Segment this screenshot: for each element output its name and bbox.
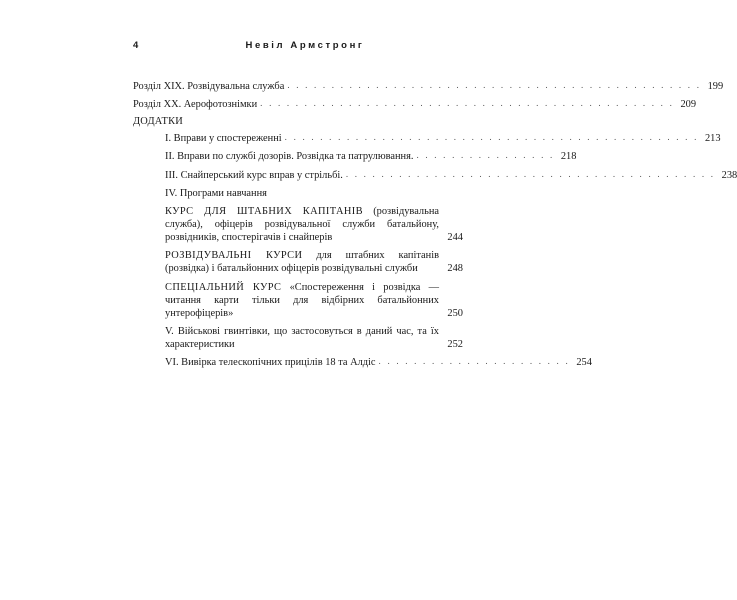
toc-chapter-19[interactable] — [133, 80, 724, 93]
toc-program-1[interactable] — [133, 205, 463, 244]
program-lead: КУРС ДЛЯ ШТАБНИХ КАПІТАНІВ — [165, 206, 363, 218]
toc-entry-page: 218 — [560, 151, 577, 163]
leader-dots: . . . . . . . . . . . . . . . . . . . . . . . . . . . . . . . . . . . . . . . . . . — [345, 168, 716, 179]
running-header — [133, 40, 463, 54]
toc-appendix-1[interactable] — [133, 132, 721, 145]
toc-program-3[interactable] — [133, 281, 463, 320]
toc-entry-title: III. Снайперський курс вправ у стрільбі. — [165, 169, 343, 181]
toc-appendix-6[interactable] — [133, 356, 592, 369]
toc-entry-page: 209 — [680, 98, 697, 110]
toc-entry-page: 238 — [721, 169, 737, 181]
program-description: для штабних капітанів (розвідка) і батальйонних офіцерів розвідувальні служби — [165, 250, 440, 275]
page-number: 4 — [133, 40, 139, 51]
toc-entry-title: VI. Вивірка телескопічних прицілів 18 та Алдіс — [165, 357, 376, 369]
appendix-heading: ДОДАТКИ — [133, 116, 183, 127]
program-lead: СПЕЦІАЛЬНИЙ КУРС — [165, 281, 282, 293]
leader-dots: . . . . . . . . . . . . . . . . . . . . . . . . . . . . . . . . . . . . . . . . . . . . . . . — [287, 80, 702, 90]
toc-entry-title: I. Вправи у спостереженні — [165, 133, 282, 144]
program-description: «Спостереження і розвідка — читання карти тільки для відбірних батальйонних унтерофіцерів» — [165, 281, 440, 319]
toc-chapter-20[interactable] — [133, 97, 697, 111]
program-lead: РОЗВІДУВАЛЬНІ КУРСИ — [165, 250, 303, 262]
toc-entry-page: 254 — [576, 357, 592, 369]
toc-appendix-2[interactable] — [133, 150, 577, 163]
toc-appendix-3[interactable] — [133, 168, 737, 182]
leader-dots: . . . . . . . . . . . . . . . . . . . . . . . . . . . . . . . . . . . . . . . . . . . . . . . — [284, 132, 699, 142]
toc-entry-page: 248 — [447, 263, 463, 275]
toc-entry-page: 244 — [447, 232, 463, 244]
leader-dots: . . . . . . . . . . . . . . . . — [416, 150, 555, 161]
toc-entry-title: IV. Програми навчання — [165, 187, 267, 199]
leader-dots: . . . . . . . . . . . . . . . . . . . . . . — [378, 356, 570, 367]
toc-entry-page: 199 — [707, 81, 724, 92]
toc-entry-title: Розділ XX. Аерофотознімки — [133, 98, 258, 110]
program-description: (розвідувальна служба), офіцерів розвідувальної служби батальйону, розвідників, спостерігачів і снайперів — [165, 206, 439, 244]
toc-entry-page: 213 — [704, 133, 721, 144]
toc-entry-page: 252 — [447, 339, 463, 351]
toc-appendix-5[interactable] — [133, 325, 463, 351]
table-of-contents — [133, 80, 737, 375]
leader-dots: . . . . . . . . . . . . . . . . . . . . . . . . . . . . . . . . . . . . . . . . . . . . . . . — [260, 97, 675, 108]
toc-entry-title: V. Військові гвинтівки, що застосовуться в даний час, та їх характеристики — [165, 326, 439, 351]
author-name: Невіл Армстронг — [245, 40, 365, 51]
toc-program-2[interactable] — [133, 249, 463, 275]
toc-entry-page: 250 — [447, 307, 463, 319]
toc-appendix-4 — [133, 187, 463, 200]
toc-entry-title: Розділ XIX. Розвідувальна служба — [133, 81, 285, 92]
toc-entry-title: II. Вправи по службі дозорів. Розвідка та патрулювання. — [165, 151, 414, 163]
